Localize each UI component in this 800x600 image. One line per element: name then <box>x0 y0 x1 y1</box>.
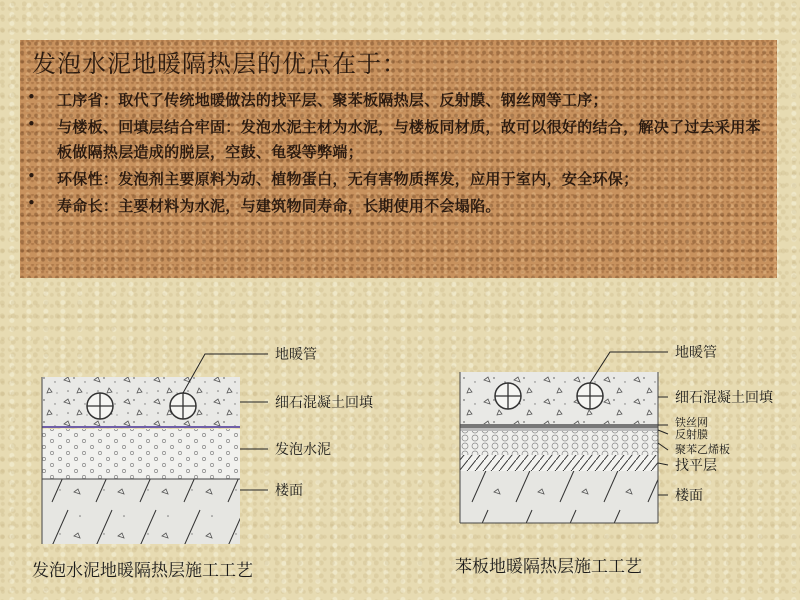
bullet-dot: • <box>27 88 36 106</box>
eps-board-diagram <box>420 330 800 550</box>
floor-label: 楼面 <box>675 488 703 504</box>
bullet-dot: • <box>27 167 36 185</box>
bullet-dot: • <box>27 194 36 212</box>
bullet-text: 环保性：发泡剂主要原料为动、植物蛋白，无有害物质挥发，应用于室内，安全环保； <box>57 170 639 188</box>
eps-diagram-caption: 苯板地暖隔热层施工工艺 <box>455 557 642 577</box>
heating-pipe-icon <box>495 383 521 409</box>
floor-label: 楼面 <box>275 483 303 499</box>
floor-slab-layer <box>42 479 240 544</box>
mesh-label: 铁丝网 <box>675 416 708 429</box>
bullet-text: 寿命长：主要材料为水泥，与建筑物同寿命，长期使用不会塌陷。 <box>57 197 501 215</box>
backfill-layer <box>42 377 240 427</box>
reflective-film-layer <box>460 428 658 431</box>
heating-pipe-icon <box>87 393 113 419</box>
bullet-item <box>27 194 767 219</box>
bullet-dot: • <box>27 115 36 133</box>
foam-cement-diagram <box>0 330 420 550</box>
bullet-text: 与楼板、回填层结合牢固：发泡水泥主材为水泥，与楼板同材质，故可以很好的结合，解决了过去采用苯板做隔热层造成的脱层，空鼓、龟裂等弊端； <box>57 118 761 161</box>
wire-mesh-layer <box>460 424 658 428</box>
bullet-list <box>27 88 767 221</box>
backfill-label: 细石混凝土回填 <box>675 390 773 406</box>
foam-cement-layer <box>42 429 240 479</box>
backfill-label: 细石混凝土回填 <box>275 395 373 411</box>
floor-slab-layer <box>460 471 658 523</box>
pipe-label: 地暖管 <box>275 347 317 363</box>
eps-board-layer <box>460 431 658 455</box>
pipe-label: 地暖管 <box>675 345 717 361</box>
leveling-layer <box>460 455 658 471</box>
bullet-item <box>27 88 767 113</box>
eps-label: 聚苯乙烯板 <box>675 443 730 456</box>
bullet-item <box>27 167 767 192</box>
page-title: 发泡水泥地暖隔热层的优点在于： <box>32 50 407 78</box>
film-label: 反射膜 <box>675 428 708 441</box>
heating-pipe-icon <box>170 393 196 419</box>
heating-pipe-icon <box>577 383 603 409</box>
foam-diagram-caption: 发泡水泥地暖隔热层施工工艺 <box>32 561 253 581</box>
backfill-layer <box>460 372 658 424</box>
bullet-text: 工序省：取代了传统地暖做法的找平层、聚苯板隔热层、反射膜、钢丝网等工序； <box>57 91 608 109</box>
leveling-label: 找平层 <box>675 458 717 474</box>
foam-label: 发泡水泥 <box>275 442 331 458</box>
bullet-item <box>27 115 767 165</box>
